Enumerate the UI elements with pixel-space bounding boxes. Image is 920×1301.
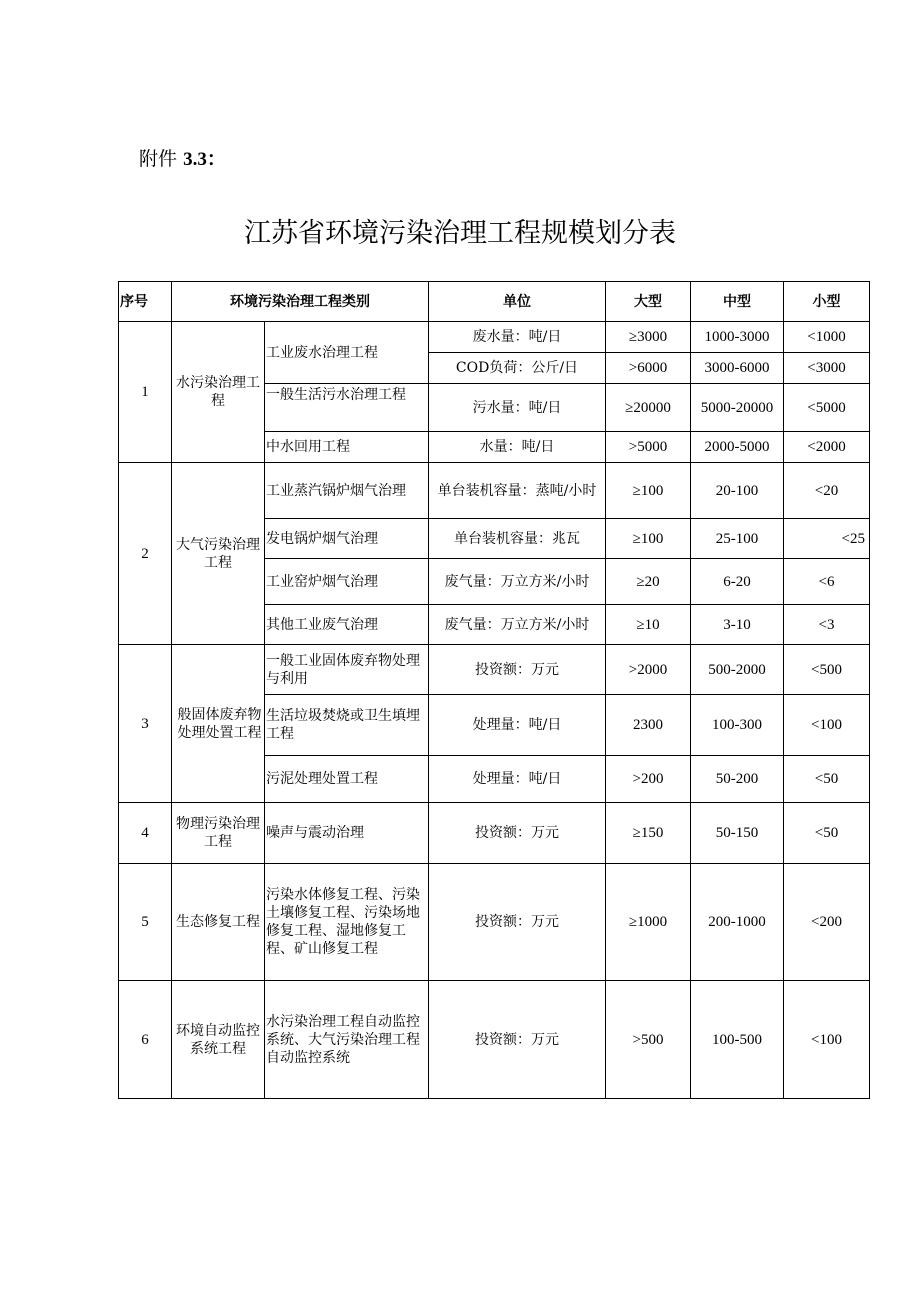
medium-value: 6-20 bbox=[691, 559, 784, 605]
large-value: ≥3000 bbox=[606, 322, 691, 353]
group-no: 3 bbox=[119, 645, 172, 803]
unit-cell: 投资额：万元 bbox=[429, 864, 606, 981]
medium-value: 500-2000 bbox=[691, 645, 784, 695]
small-value: <5000 bbox=[784, 384, 870, 432]
medium-value: 50-150 bbox=[691, 803, 784, 864]
header-category: 环境污染治理工程类别 bbox=[172, 282, 429, 322]
group-no: 1 bbox=[119, 322, 172, 463]
sub-category: 工业废水治理工程 bbox=[265, 322, 429, 384]
large-value: ≥20 bbox=[606, 559, 691, 605]
header-large: 大型 bbox=[606, 282, 691, 322]
unit-cell: 投资额：万元 bbox=[429, 803, 606, 864]
large-value: ≥20000 bbox=[606, 384, 691, 432]
small-value: <50 bbox=[784, 803, 870, 864]
group-name: 物理污染治理工程 bbox=[172, 803, 265, 864]
large-value: 2300 bbox=[606, 695, 691, 756]
small-value: <50 bbox=[784, 756, 870, 803]
sub-category: 生活垃圾焚烧或卫生填埋工程 bbox=[265, 695, 429, 756]
table-row bbox=[119, 803, 870, 864]
large-value: >2000 bbox=[606, 645, 691, 695]
group-name: 水污染治理工程 bbox=[172, 322, 265, 463]
sub-category: 水污染治理工程自动监控系统、大气污染治理工程自动监控系统 bbox=[265, 981, 429, 1099]
medium-value: 3000-6000 bbox=[691, 353, 784, 384]
group-name: 生态修复工程 bbox=[172, 864, 265, 981]
small-value: <200 bbox=[784, 864, 870, 981]
page-title: 江苏省环境污染治理工程规模划分表 bbox=[244, 218, 676, 249]
large-value: ≥150 bbox=[606, 803, 691, 864]
large-value: >6000 bbox=[606, 353, 691, 384]
medium-value: 20-100 bbox=[691, 463, 784, 519]
medium-value: 5000-20000 bbox=[691, 384, 784, 432]
header-unit: 单位 bbox=[429, 282, 606, 322]
group-no: 6 bbox=[119, 981, 172, 1099]
group-no: 4 bbox=[119, 803, 172, 864]
medium-value: 50-200 bbox=[691, 756, 784, 803]
unit-cell: 废气量：万立方米/小时 bbox=[429, 605, 606, 645]
unit-cell: 投资额：万元 bbox=[429, 981, 606, 1099]
unit-cell: COD负荷：公斤/日 bbox=[429, 353, 606, 384]
attachment-label bbox=[139, 146, 226, 173]
large-value: ≥10 bbox=[606, 605, 691, 645]
unit-cell: 废水量：吨/日 bbox=[429, 322, 606, 353]
attachment-prefix: 附件 bbox=[139, 148, 178, 170]
small-value: <3000 bbox=[784, 353, 870, 384]
unit-cell: 单台装机容量：兆瓦 bbox=[429, 519, 606, 559]
unit-cell: 水量：吨/日 bbox=[429, 432, 606, 463]
large-value: >500 bbox=[606, 981, 691, 1099]
unit-cell: 污水量：吨/日 bbox=[429, 384, 606, 432]
table-row bbox=[119, 645, 870, 695]
header-no: 序号 bbox=[119, 282, 172, 322]
sub-category: 其他工业废气治理 bbox=[265, 605, 429, 645]
table-row bbox=[119, 864, 870, 981]
small-value: <100 bbox=[784, 695, 870, 756]
attachment-number: 3.3： bbox=[183, 149, 226, 170]
sub-category: 一般生活污水治理工程 bbox=[265, 384, 429, 432]
table-row bbox=[119, 463, 870, 519]
small-value: <500 bbox=[784, 645, 870, 695]
small-value: <25 bbox=[784, 519, 870, 559]
sub-category: 污泥处理处置工程 bbox=[265, 756, 429, 803]
unit-cell: 废气量：万立方米/小时 bbox=[429, 559, 606, 605]
table-row bbox=[119, 322, 870, 353]
medium-value: 2000-5000 bbox=[691, 432, 784, 463]
group-name: 般固体废弃物处理处置工程 bbox=[172, 645, 265, 803]
table-row bbox=[119, 981, 870, 1099]
medium-value: 100-500 bbox=[691, 981, 784, 1099]
medium-value: 1000-3000 bbox=[691, 322, 784, 353]
medium-value: 200-1000 bbox=[691, 864, 784, 981]
medium-value: 100-300 bbox=[691, 695, 784, 756]
medium-value: 3-10 bbox=[691, 605, 784, 645]
unit-cell: 单台装机容量：蒸吨/小时 bbox=[429, 463, 606, 519]
unit-cell: 处理量：吨/日 bbox=[429, 756, 606, 803]
unit-cell: 处理量：吨/日 bbox=[429, 695, 606, 756]
large-value: ≥100 bbox=[606, 463, 691, 519]
sub-category: 工业蒸汽锅炉烟气治理 bbox=[265, 463, 429, 519]
group-no: 2 bbox=[119, 463, 172, 645]
sub-category: 一般工业固体废弃物处理与利用 bbox=[265, 645, 429, 695]
large-value: ≥100 bbox=[606, 519, 691, 559]
group-no: 5 bbox=[119, 864, 172, 981]
header-medium: 中型 bbox=[691, 282, 784, 322]
small-value: <6 bbox=[784, 559, 870, 605]
small-value: <2000 bbox=[784, 432, 870, 463]
large-value: ≥1000 bbox=[606, 864, 691, 981]
unit-cell: 投资额：万元 bbox=[429, 645, 606, 695]
sub-category: 噪声与震动治理 bbox=[265, 803, 429, 864]
header-small: 小型 bbox=[784, 282, 870, 322]
scale-table bbox=[118, 281, 870, 1099]
group-name: 大气污染治理工程 bbox=[172, 463, 265, 645]
header-row bbox=[119, 282, 870, 322]
sub-category: 中水回用工程 bbox=[265, 432, 429, 463]
small-value: <100 bbox=[784, 981, 870, 1099]
sub-category: 工业窑炉烟气治理 bbox=[265, 559, 429, 605]
large-value: >5000 bbox=[606, 432, 691, 463]
sub-category: 污染水体修复工程、污染土壤修复工程、污染场地修复工程、湿地修复工程、矿山修复工程 bbox=[265, 864, 429, 981]
sub-category: 发电锅炉烟气治理 bbox=[265, 519, 429, 559]
medium-value: 25-100 bbox=[691, 519, 784, 559]
small-value: <1000 bbox=[784, 322, 870, 353]
small-value: <20 bbox=[784, 463, 870, 519]
large-value: >200 bbox=[606, 756, 691, 803]
group-name: 环境自动监控系统工程 bbox=[172, 981, 265, 1099]
small-value: <3 bbox=[784, 605, 870, 645]
